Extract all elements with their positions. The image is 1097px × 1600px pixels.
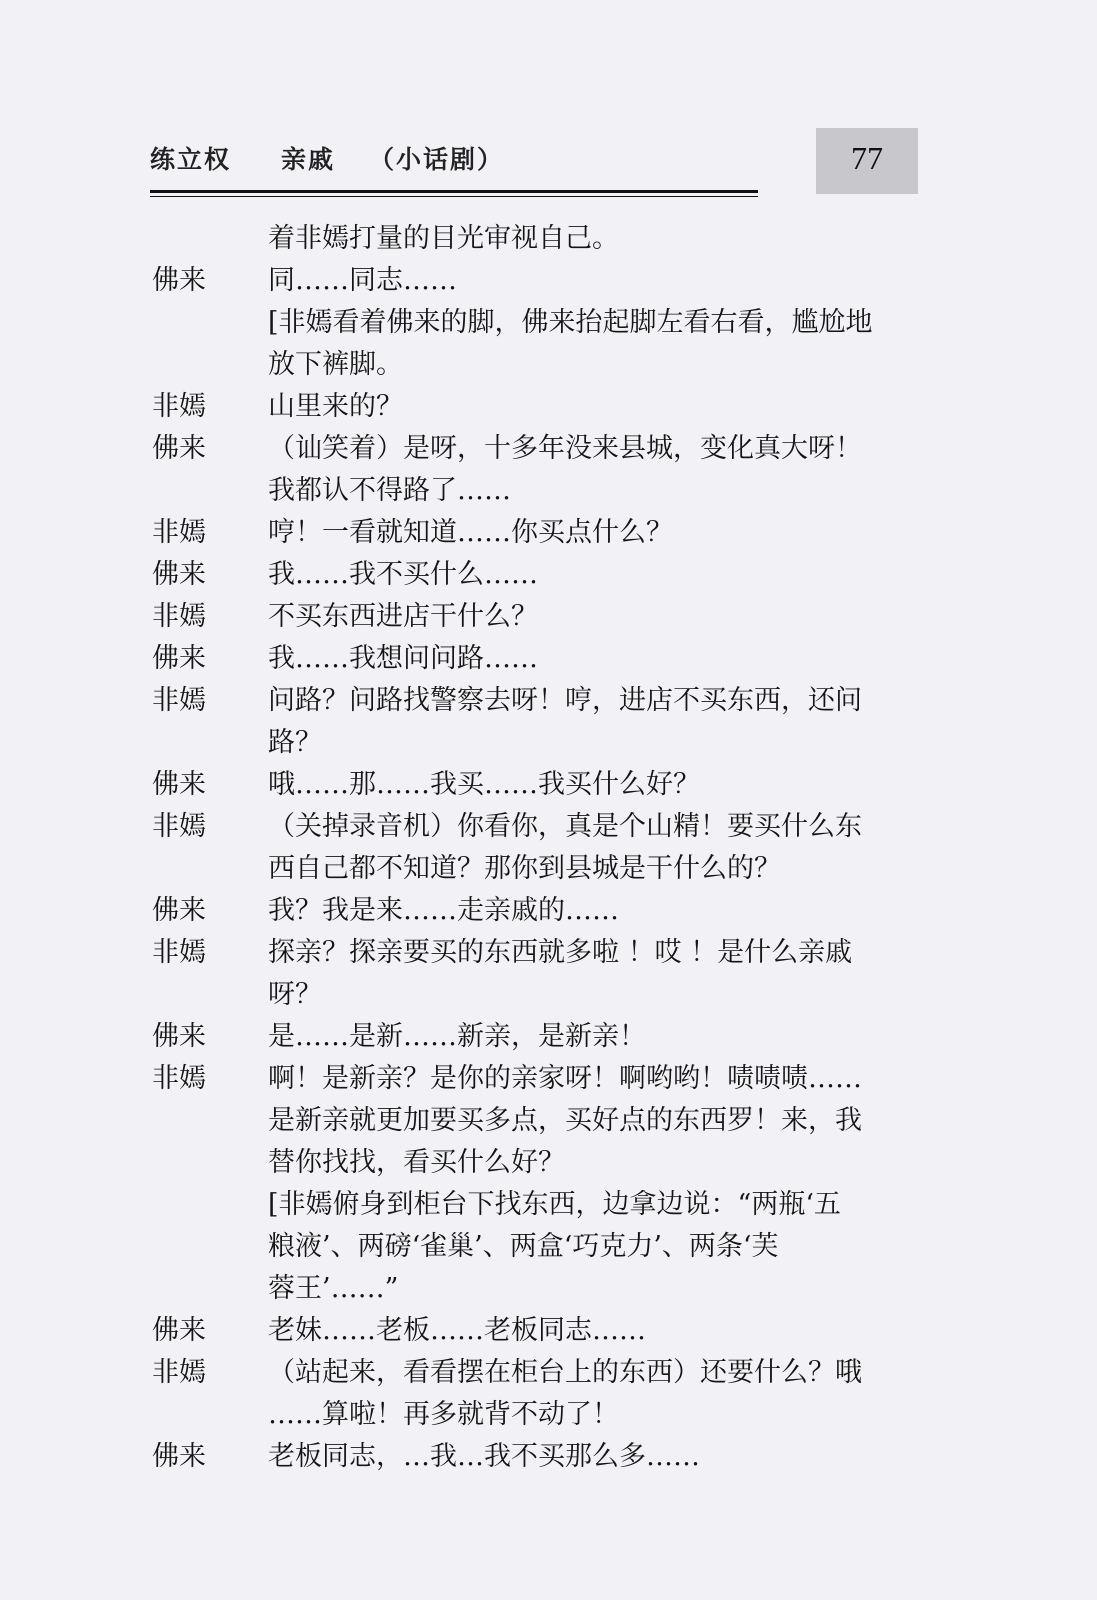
- script-line: [0, 1058, 1097, 1100]
- script-line: [0, 428, 1097, 470]
- line-text: 放下裤脚。: [268, 349, 403, 380]
- line-text: （关掉录音机）你看你，真是个山精！要买什么东: [268, 811, 862, 842]
- line-text: 我……我不买什么……: [268, 559, 538, 590]
- line-text: 是……是新……新亲，是新亲！: [268, 1021, 646, 1052]
- stage-direction-line: [0, 1268, 1097, 1310]
- line-text: 着非嫣打量的目光审视自己。: [268, 223, 619, 254]
- speaker-name: 非嫣: [152, 601, 206, 632]
- line-text: [非嫣俯身到柜台下找东西，边拿边说：“两瓶‘五: [268, 1189, 841, 1220]
- line-text: 我……我想问问路……: [268, 643, 538, 674]
- header-rule-thin: [150, 196, 758, 197]
- line-text: （站起来，看看摆在柜台上的东西）还要什么？哦: [268, 1357, 862, 1388]
- script-line: [0, 1016, 1097, 1058]
- speaker-name: 非嫣: [152, 685, 206, 716]
- script-line: [0, 218, 1097, 260]
- line-text: 哼！一看就知道……你买点什么？: [268, 517, 673, 548]
- line-text: 探亲？探亲要买的东西就多啦 ！哎 ！是什么亲戚: [268, 937, 853, 968]
- line-text: 老妹……老板……老板同志……: [268, 1315, 646, 1346]
- page-number-box: [816, 128, 918, 194]
- speaker-name: 佛来: [152, 265, 206, 296]
- line-text: 西自己都不知道？那你到县城是干什么的？: [268, 853, 781, 884]
- stage-direction-line: [0, 302, 1097, 344]
- line-text: 同……同志……: [268, 265, 457, 296]
- speaker-name: 非嫣: [152, 1357, 206, 1388]
- script-line: [0, 974, 1097, 1016]
- script-line: [0, 680, 1097, 722]
- line-text: （讪笑着）是呀，十多年没来县城，变化真大呀！: [268, 433, 862, 464]
- stage-direction-line: [0, 1184, 1097, 1226]
- line-text: ……算啦！再多就背不动了！: [268, 1399, 619, 1430]
- line-text: 粮液’、两磅‘雀巢’、两盒‘巧克力’、两条‘芙: [268, 1231, 779, 1262]
- speaker-name: 非嫣: [152, 391, 206, 422]
- script-line: [0, 1394, 1097, 1436]
- script-line: [0, 638, 1097, 680]
- author-name: 练立权: [150, 145, 232, 174]
- script-line: [0, 806, 1097, 848]
- line-text: 替你找找，看买什么好？: [268, 1147, 565, 1178]
- script-line: [0, 1100, 1097, 1142]
- speaker-name: 非嫣: [152, 937, 206, 968]
- script-line: [0, 722, 1097, 764]
- speaker-name: 佛来: [152, 895, 206, 926]
- speaker-name: 非嫣: [152, 811, 206, 842]
- stage-direction-line: [0, 344, 1097, 386]
- speaker-name: 非嫣: [152, 517, 206, 548]
- play-title: 亲戚: [281, 145, 336, 174]
- speaker-name: 佛来: [152, 1315, 206, 1346]
- speaker-name: 非嫣: [152, 1063, 206, 1094]
- line-text: 蓉王’……”: [268, 1273, 399, 1304]
- script-line: [0, 890, 1097, 932]
- script-line: [0, 932, 1097, 974]
- line-text: 问路？问路找警察去呀！哼，进店不买东西，还问: [268, 685, 862, 716]
- speaker-name: 佛来: [152, 769, 206, 800]
- play-genre: （小话剧）: [369, 145, 505, 174]
- script-line: [0, 596, 1097, 638]
- line-text: 哦……那……我买……我买什么好？: [268, 769, 700, 800]
- stage-direction-line: [0, 1226, 1097, 1268]
- line-text: 啊！是新亲？是你的亲家呀！啊哟哟！啧啧啧……: [268, 1063, 862, 1094]
- script-line: [0, 764, 1097, 806]
- running-header: [150, 140, 504, 176]
- script-line: [0, 260, 1097, 302]
- line-text: 不买东西进店干什么？: [268, 601, 538, 632]
- page-number: 77: [851, 140, 883, 176]
- script-line: [0, 1142, 1097, 1184]
- script-line: [0, 848, 1097, 890]
- script-line: [0, 1436, 1097, 1478]
- line-text: 我都认不得路了……: [268, 475, 511, 506]
- speaker-name: 佛来: [152, 433, 206, 464]
- header-rule-thick: [150, 190, 758, 193]
- script-line: [0, 554, 1097, 596]
- line-text: [非嫣看着佛来的脚，佛来抬起脚左看右看，尴尬地: [268, 307, 873, 338]
- script-line: [0, 512, 1097, 554]
- script-line: [0, 1310, 1097, 1352]
- speaker-name: 佛来: [152, 559, 206, 590]
- line-text: 山里来的？: [268, 391, 403, 422]
- script-line: [0, 470, 1097, 512]
- line-text: 呀？: [268, 979, 322, 1010]
- speaker-name: 佛来: [152, 1021, 206, 1052]
- speaker-name: 佛来: [152, 643, 206, 674]
- line-text: 老板同志，…我…我不买那么多……: [268, 1441, 700, 1472]
- script-line: [0, 1352, 1097, 1394]
- script-line: [0, 386, 1097, 428]
- speaker-name: 佛来: [152, 1441, 206, 1472]
- line-text: 是新亲就更加要买多点，买好点的东西罗！来，我: [268, 1105, 862, 1136]
- line-text: 我？我是来……走亲戚的……: [268, 895, 619, 926]
- line-text: 路？: [268, 727, 322, 758]
